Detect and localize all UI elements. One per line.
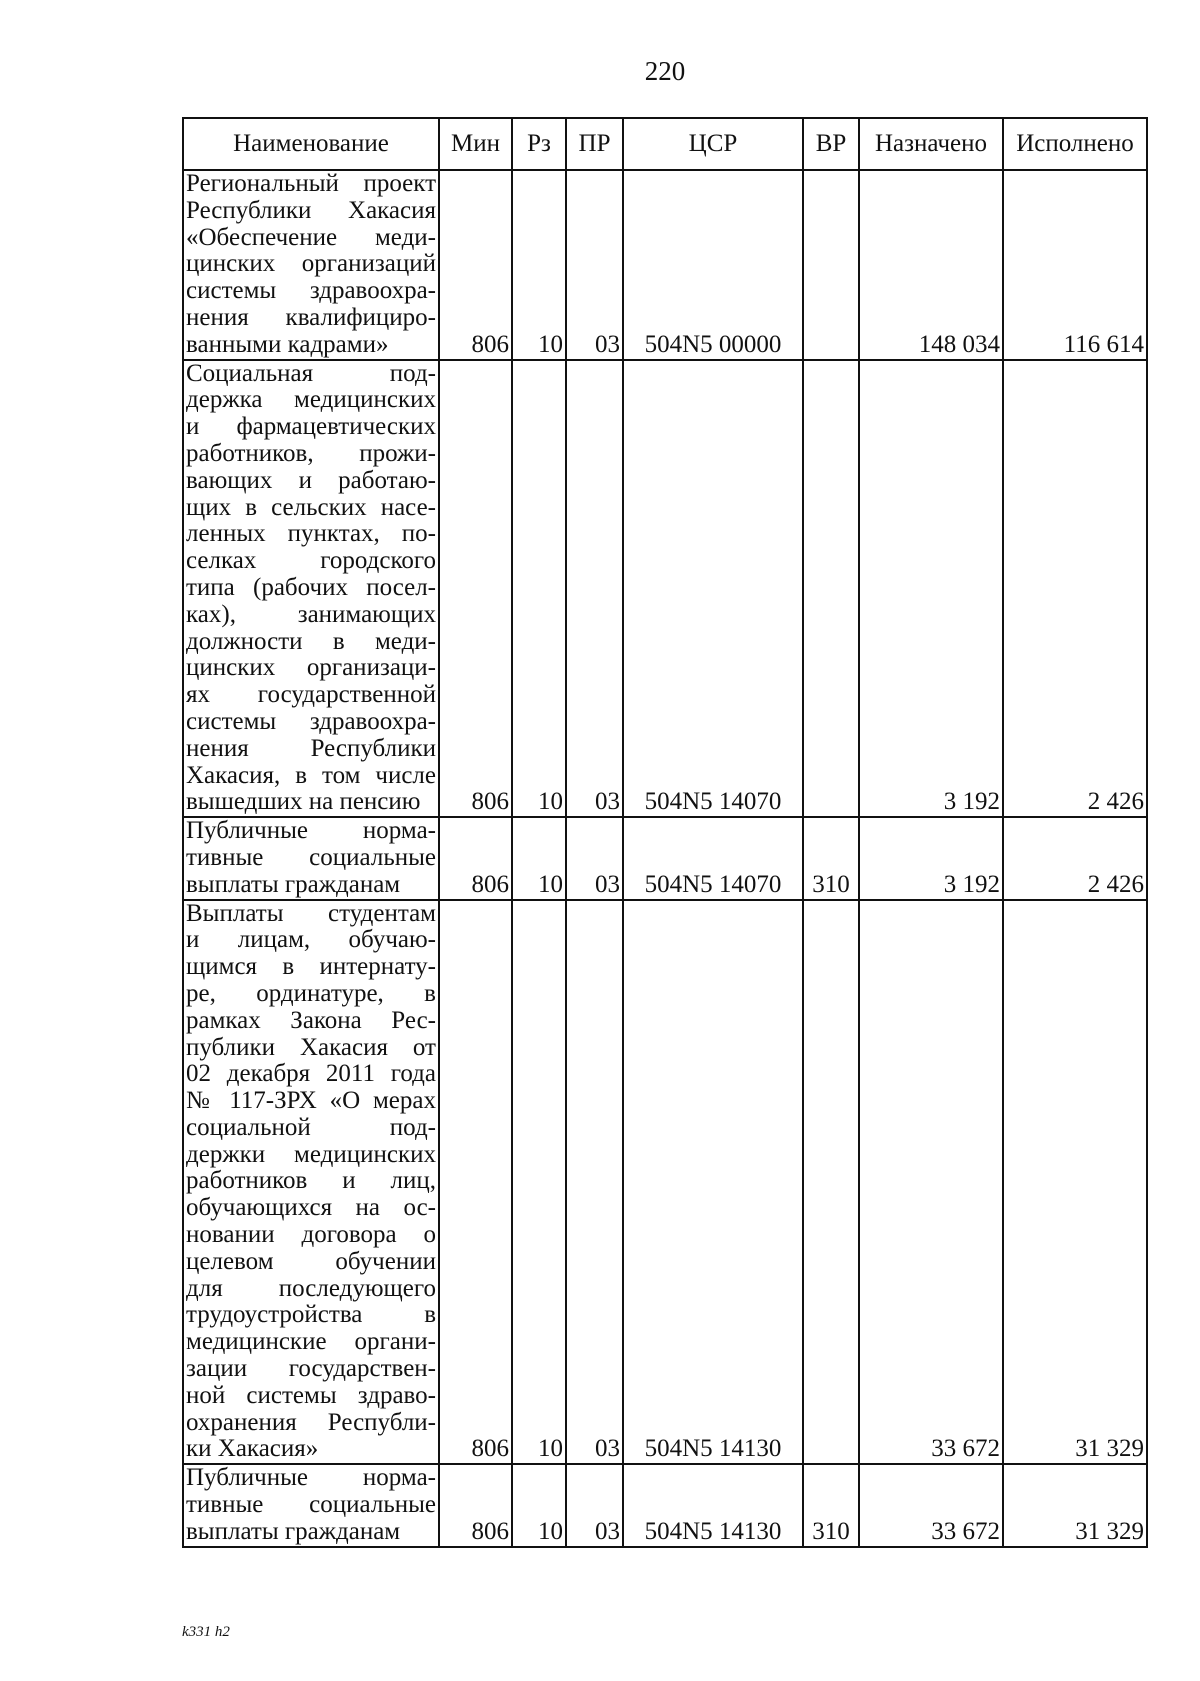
row-name-line: Республики Хакасия <box>186 196 436 224</box>
row-name-line: щимся в интернату- <box>186 953 436 981</box>
row-name-line: обучающихся на ос- <box>186 1194 436 1222</box>
header-executed: Исполнено <box>1003 118 1147 170</box>
row-csr: 504N5 00000 <box>623 170 803 360</box>
row-name-line: 02 декабря 2011 года <box>186 1060 436 1088</box>
row-executed: 31 329 <box>1003 1464 1147 1546</box>
row-name-line: типа (рабочих посел- <box>186 573 436 601</box>
row-name <box>183 360 439 818</box>
row-name-line: вышедших на пенсию <box>186 788 421 816</box>
row-name-line: ре, ординатуре, в <box>186 979 436 1007</box>
row-name <box>183 170 439 360</box>
row-rz: 10 <box>512 360 566 818</box>
footer-code: k331 h2 <box>182 1624 230 1640</box>
row-rz: 10 <box>512 170 566 360</box>
row-name-line: селках городского <box>186 547 436 575</box>
row-name-line: Публичные норма- <box>186 1464 436 1492</box>
row-name-line: щих в сельских насе- <box>186 493 436 521</box>
row-rz: 10 <box>512 817 566 899</box>
row-name-line: рамках Закона Рес- <box>186 1006 436 1034</box>
row-name-line: системы здравоохра- <box>186 277 436 305</box>
row-name-line: публики Хакасия от <box>186 1033 436 1061</box>
header-csr: ЦСР <box>623 118 803 170</box>
row-vr: 310 <box>803 1464 859 1546</box>
table-row <box>183 170 1147 360</box>
row-name-line: ной системы здраво- <box>186 1381 436 1409</box>
row-rz: 10 <box>512 1464 566 1546</box>
row-name-line: и фармацевтических <box>186 413 436 441</box>
header-min: Мин <box>439 118 512 170</box>
row-vr: 310 <box>803 817 859 899</box>
row-name-line: Выплаты студентам <box>186 899 436 927</box>
table-row <box>183 360 1147 818</box>
row-assigned: 3 192 <box>859 817 1003 899</box>
row-name-line: трудоустройства в <box>186 1301 436 1329</box>
row-min: 806 <box>439 170 512 360</box>
row-pr: 03 <box>566 817 623 899</box>
row-name-line: тивные социальные <box>186 1491 436 1519</box>
row-name-line: ях государственной <box>186 681 436 709</box>
row-name-line: целевом обучении <box>186 1247 436 1275</box>
row-assigned: 3 192 <box>859 360 1003 818</box>
row-name-line: и лицам, обучаю- <box>186 926 436 954</box>
row-name-line: нения квалифициро- <box>186 303 436 331</box>
row-name-line: медицинские органи- <box>186 1328 436 1356</box>
row-name-line: работников и лиц, <box>186 1167 436 1195</box>
row-executed: 2 426 <box>1003 817 1147 899</box>
row-executed: 2 426 <box>1003 360 1147 818</box>
row-name-line: Публичные норма- <box>186 817 436 845</box>
row-name-line: социальной под- <box>186 1113 436 1141</box>
table-row <box>183 1464 1147 1546</box>
row-name <box>183 1464 439 1546</box>
row-name-line: должности в меди- <box>186 627 436 655</box>
row-vr <box>803 900 859 1465</box>
row-min: 806 <box>439 817 512 899</box>
row-name-line: для последующего <box>186 1274 436 1302</box>
row-name-line: ки Хакасия» <box>186 1435 319 1463</box>
row-name-line: вающих и работаю- <box>186 466 436 494</box>
page-number: 220 <box>644 56 686 86</box>
row-assigned: 33 672 <box>859 900 1003 1465</box>
row-pr: 03 <box>566 170 623 360</box>
header-assigned: Назначено <box>859 118 1003 170</box>
row-pr: 03 <box>566 1464 623 1546</box>
row-name-line: ванными кадрами» <box>186 330 389 358</box>
row-csr: 504N5 14070 <box>623 817 803 899</box>
row-name <box>183 817 439 899</box>
row-name-line: Социальная под- <box>186 359 436 387</box>
table-body <box>183 170 1147 1547</box>
row-name-line: выплаты гражданам <box>186 1517 401 1545</box>
table-header-row <box>183 118 1147 170</box>
row-name-line: держки медицинских <box>186 1140 436 1168</box>
row-name-line: новании договора о <box>186 1221 436 1249</box>
row-name-line: ках), занимающих <box>186 600 436 628</box>
row-csr: 504N5 14130 <box>623 900 803 1465</box>
row-name-line: работников, прожи- <box>186 439 436 467</box>
row-name <box>183 900 439 1465</box>
row-csr: 504N5 14070 <box>623 360 803 818</box>
row-assigned: 148 034 <box>859 170 1003 360</box>
row-name-line: тивные социальные <box>186 843 436 871</box>
row-pr: 03 <box>566 900 623 1465</box>
row-name-line: охранения Республи- <box>186 1408 436 1436</box>
row-name-line: цинских организаци- <box>186 654 436 682</box>
row-name-line: «Обеспечение меди- <box>186 223 436 251</box>
row-executed: 116 614 <box>1003 170 1147 360</box>
row-vr <box>803 170 859 360</box>
row-rz: 10 <box>512 900 566 1465</box>
row-name-line: выплаты гражданам <box>186 870 401 898</box>
row-name-line: нения Республики <box>186 734 436 762</box>
row-assigned: 33 672 <box>859 1464 1003 1546</box>
row-name-line: Хакасия, в том числе <box>186 761 436 789</box>
row-name-line: цинских организаций <box>186 250 436 278</box>
row-csr: 504N5 14130 <box>623 1464 803 1546</box>
row-min: 806 <box>439 1464 512 1546</box>
row-min: 806 <box>439 900 512 1465</box>
row-name-line: ленных пунктах, по- <box>186 520 436 548</box>
row-name-line: зации государствен- <box>186 1355 436 1383</box>
table-row <box>183 817 1147 899</box>
header-pr: ПР <box>566 118 623 170</box>
row-executed: 31 329 <box>1003 900 1147 1465</box>
budget-table <box>182 117 1148 1548</box>
row-name-line: Региональный проект <box>186 170 436 197</box>
table-row <box>183 900 1147 1465</box>
row-name-line: держка медицинских <box>186 386 436 414</box>
header-rz: Рз <box>512 118 566 170</box>
row-min: 806 <box>439 360 512 818</box>
row-vr <box>803 360 859 818</box>
row-name-line: системы здравоохра- <box>186 707 436 735</box>
header-name: Наименование <box>183 118 439 170</box>
row-name-line: № 117-ЗРХ «О мерах <box>186 1087 436 1115</box>
row-pr: 03 <box>566 360 623 818</box>
header-vr: ВР <box>803 118 859 170</box>
